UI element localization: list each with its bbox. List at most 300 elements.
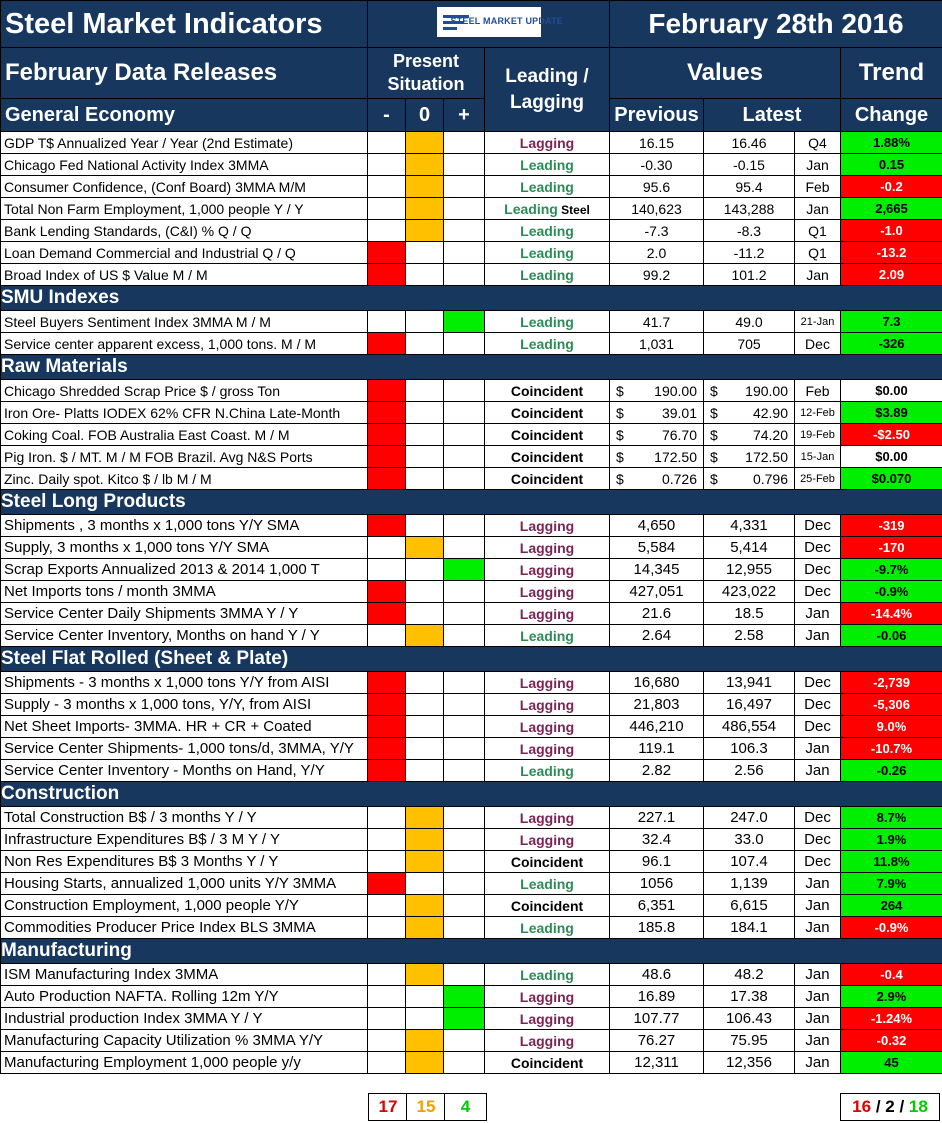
situation-negative-cell [368, 198, 406, 220]
indicator-row [1, 333, 942, 355]
indicator-row [1, 672, 942, 694]
indicator-label: Chicago Shredded Scrap Price $ / gross Ton [1, 380, 368, 402]
situation-neutral-cell [406, 380, 444, 402]
situation-positive-cell [444, 446, 485, 468]
previous-value: 39.01 [661, 404, 697, 421]
trend-change: -0.9% [841, 581, 942, 603]
latest-value: -11.2 [704, 242, 795, 264]
latest-value: 2.58 [704, 625, 795, 647]
leading-lagging-cell [485, 1008, 610, 1030]
section-title: General Economy [1, 99, 368, 132]
period-label: Dec [795, 333, 841, 355]
previous-value: 0.726 [661, 470, 697, 487]
situation-neutral-cell [406, 851, 444, 873]
indicator-label: Service Center Shipments- 1,000 tons/d, 3MMA, Y/Y [1, 738, 368, 760]
period-label: Q1 [795, 242, 841, 264]
previous-value: 119.1 [610, 738, 704, 760]
latest-value: 12,955 [704, 559, 795, 581]
latest-value: 5,414 [704, 537, 795, 559]
leading-lagging-value: Coincident [510, 426, 584, 443]
indicator-label: Manufacturing Capacity Utilization % 3MMA Y/Y [1, 1030, 368, 1052]
leading-lagging-value: Leading [520, 919, 574, 936]
latest-value: 106.3 [704, 738, 795, 760]
indicator-row [1, 603, 942, 625]
period-label: Dec [795, 716, 841, 738]
title-row [1, 1, 942, 48]
section-header-row [1, 782, 942, 807]
leading-lagging-value: Leading [520, 875, 574, 892]
situation-negative-cell [368, 220, 406, 242]
situation-negative-cell [368, 1008, 406, 1030]
leading-lagging-value: Coincident [510, 382, 584, 399]
latest-value: 49.0 [704, 311, 795, 333]
indicator-row [1, 581, 942, 603]
trend-totals-box [840, 1093, 940, 1121]
latest-value: 2.56 [704, 760, 795, 782]
situation-positive-cell [444, 198, 485, 220]
section-title: Steel Long Products [1, 490, 942, 515]
situation-negative-cell [368, 333, 406, 355]
leading-lagging-cell [485, 264, 610, 286]
amber-total-box [406, 1093, 446, 1121]
leading-lagging-cell [485, 446, 610, 468]
trend-change: -319 [841, 515, 942, 537]
leading-lagging-cell [485, 333, 610, 355]
indicator-label: Industrial production Index 3MMA Y / Y [1, 1008, 368, 1030]
indicator-label: Service Center Inventory, Months on hand Y / Y [1, 625, 368, 647]
indicator-label: Scrap Exports Annualized 2013 & 2014 1,000 T [1, 559, 368, 581]
situation-positive-cell [444, 807, 485, 829]
situation-negative-cell [368, 1052, 406, 1074]
situation-positive-cell [444, 333, 485, 355]
previous-value: 227.1 [610, 807, 704, 829]
period-label: Jan [795, 986, 841, 1008]
leading-lagging-value: Leading [520, 313, 574, 330]
situation-neutral-cell [406, 1030, 444, 1052]
indicator-row [1, 986, 942, 1008]
leading-lagging-cell [485, 829, 610, 851]
situation-neutral-cell [406, 176, 444, 198]
indicator-row [1, 760, 942, 782]
previous-value-cell [610, 446, 704, 468]
latest-value: 172.50 [745, 448, 788, 465]
latest-value: 13,941 [704, 672, 795, 694]
leading-lagging-value: Leading [504, 200, 558, 217]
section-header-row [1, 490, 942, 515]
leading-lagging-value: Leading [520, 244, 574, 261]
present-situation-line1: Present [392, 51, 460, 71]
period-label: Dec [795, 559, 841, 581]
latest-value: 143,288 [704, 198, 795, 220]
indicator-row [1, 220, 942, 242]
trend-change: 45 [841, 1052, 942, 1074]
situation-negative-cell [368, 537, 406, 559]
period-label: Jan [795, 895, 841, 917]
trend-change: $0.00 [841, 446, 942, 468]
situation-negative-cell [368, 851, 406, 873]
indicator-row [1, 917, 942, 939]
indicator-label: Housing Starts, annualized 1,000 units Y/Y 3MMA [1, 873, 368, 895]
previous-value: 96.1 [610, 851, 704, 873]
minus-header: - [368, 99, 406, 132]
leading-lagging-cell [485, 895, 610, 917]
situation-neutral-cell [406, 468, 444, 490]
previous-value: -0.30 [610, 154, 704, 176]
period-label: 21-Jan [795, 311, 841, 333]
period-label: Jan [795, 625, 841, 647]
leading-lagging-cell [485, 424, 610, 446]
situation-neutral-cell [406, 424, 444, 446]
situation-negative-cell [368, 581, 406, 603]
trend-change: -0.9% [841, 917, 942, 939]
latest-value-cell [704, 468, 795, 490]
leading-lagging-value: Coincident [510, 1054, 584, 1071]
indicator-label: Loan Demand Commercial and Industrial Q / Q [1, 242, 368, 264]
period-label: Jan [795, 964, 841, 986]
situation-positive-cell [444, 738, 485, 760]
situation-negative-cell [368, 424, 406, 446]
period-label: Jan [795, 1052, 841, 1074]
logo-text: STEEL MARKET UPDATE [450, 15, 563, 26]
situation-positive-cell [444, 760, 485, 782]
situation-positive-cell [444, 1030, 485, 1052]
period-label: Dec [795, 807, 841, 829]
situation-neutral-cell [406, 446, 444, 468]
leading-lagging-value: Lagging [519, 696, 575, 713]
previous-value: 16.15 [610, 132, 704, 154]
leading-lagging-cell [485, 468, 610, 490]
situation-neutral-cell [406, 738, 444, 760]
latest-value: 16.46 [704, 132, 795, 154]
situation-neutral-cell [406, 581, 444, 603]
situation-positive-cell [444, 672, 485, 694]
leading-lagging-value: Lagging [519, 809, 575, 826]
red-total: 17 [378, 1097, 398, 1116]
situation-positive-cell [444, 694, 485, 716]
indicator-label: Zinc. Daily spot. Kitco $ / lb M / M [1, 468, 368, 490]
period-label: Jan [795, 917, 841, 939]
situation-positive-cell [444, 132, 485, 154]
latest-value: 17.38 [704, 986, 795, 1008]
indicator-label: Commodities Producer Price Index BLS 3MMA [1, 917, 368, 939]
previous-value: 12,311 [610, 1052, 704, 1074]
previous-value: 107.77 [610, 1008, 704, 1030]
currency-symbol: $ [616, 382, 624, 399]
leading-lagging-line2: Lagging [510, 91, 584, 113]
period-label: 12-Feb [795, 402, 841, 424]
indicator-row [1, 829, 942, 851]
period-label: Jan [795, 873, 841, 895]
trend-change: 8.7% [841, 807, 942, 829]
indicator-label: Shipments , 3 months x 1,000 tons Y/Y SMA [1, 515, 368, 537]
leading-lagging-cell [485, 760, 610, 782]
section-header-row [1, 286, 942, 311]
trend-change: -0.06 [841, 625, 942, 647]
indicator-row [1, 176, 942, 198]
indicator-label: Supply - 3 months x 1,000 tons, Y/Y, from AISI [1, 694, 368, 716]
latest-value-cell [704, 424, 795, 446]
indicator-label: Chicago Fed National Activity Index 3MMA [1, 154, 368, 176]
indicator-row [1, 738, 942, 760]
situation-positive-cell [444, 603, 485, 625]
leading-lagging-value: Leading [520, 178, 574, 195]
latest-value: 101.2 [704, 264, 795, 286]
trend-change: -0.2 [841, 176, 942, 198]
situation-negative-cell [368, 895, 406, 917]
previous-value-cell [610, 380, 704, 402]
indicator-label: Service Center Daily Shipments 3MMA Y / Y [1, 603, 368, 625]
leading-lagging-value: Coincident [510, 448, 584, 465]
previous-value: 21.6 [610, 603, 704, 625]
situation-negative-cell [368, 873, 406, 895]
leading-lagging-cell [485, 716, 610, 738]
period-label: Feb [795, 380, 841, 402]
previous-value: 140,623 [610, 198, 704, 220]
previous-value: -7.3 [610, 220, 704, 242]
situation-neutral-cell [406, 829, 444, 851]
situation-neutral-cell [406, 132, 444, 154]
trend-separator: / [894, 1097, 909, 1116]
section-header-row [1, 647, 942, 672]
situation-positive-cell [444, 468, 485, 490]
previous-value: 5,584 [610, 537, 704, 559]
indicator-label: Auto Production NAFTA. Rolling 12m Y/Y [1, 986, 368, 1008]
indicator-row [1, 559, 942, 581]
latest-value: 74.20 [752, 426, 788, 443]
situation-neutral-cell [406, 873, 444, 895]
leading-lagging-cell [485, 220, 610, 242]
indicator-row [1, 964, 942, 986]
column-header-row [1, 48, 942, 99]
previous-value: 48.6 [610, 964, 704, 986]
section-title: SMU Indexes [1, 286, 942, 311]
situation-neutral-cell [406, 694, 444, 716]
trend-separator: / [871, 1097, 886, 1116]
indicator-label: Net Imports tons / month 3MMA [1, 581, 368, 603]
leading-lagging-value: Coincident [510, 853, 584, 870]
trend-change: -0.32 [841, 1030, 942, 1052]
currency-symbol: $ [616, 448, 624, 465]
currency-symbol: $ [710, 470, 718, 487]
leading-lagging-value: Lagging [519, 674, 575, 691]
trend-change: -0.4 [841, 964, 942, 986]
previous-value-cell [610, 402, 704, 424]
trend-change: $3.89 [841, 402, 942, 424]
leading-lagging-cell [485, 986, 610, 1008]
period-label: Dec [795, 672, 841, 694]
indicator-label: Consumer Confidence, (Conf Board) 3MMA M/M [1, 176, 368, 198]
situation-neutral-cell [406, 220, 444, 242]
data-releases-header: February Data Releases [1, 48, 368, 99]
trend-change: 264 [841, 895, 942, 917]
latest-value-cell [704, 380, 795, 402]
situation-negative-cell [368, 468, 406, 490]
previous-value: 1,031 [610, 333, 704, 355]
trend-change: -9.7% [841, 559, 942, 581]
leading-lagging-value: Lagging [519, 517, 575, 534]
currency-symbol: $ [616, 404, 624, 421]
trend-green-total: 18 [908, 1097, 928, 1116]
previous-value: 185.8 [610, 917, 704, 939]
situation-positive-cell [444, 581, 485, 603]
situation-positive-cell [444, 380, 485, 402]
previous-value-cell [610, 424, 704, 446]
indicator-label: Total Construction B$ / 3 months Y / Y [1, 807, 368, 829]
leading-lagging-value: Lagging [519, 605, 575, 622]
situation-positive-cell [444, 829, 485, 851]
currency-symbol: $ [710, 426, 718, 443]
steel-market-update-logo [437, 7, 563, 37]
plus-header: + [444, 99, 485, 132]
latest-value: 106.43 [704, 1008, 795, 1030]
situation-positive-cell [444, 154, 485, 176]
trend-header: Trend [841, 48, 942, 99]
latest-value: -0.15 [704, 154, 795, 176]
leading-lagging-cell [485, 625, 610, 647]
latest-value: 4,331 [704, 515, 795, 537]
leading-lagging-suffix: Steel [557, 202, 590, 217]
leading-lagging-value: Lagging [519, 1032, 575, 1049]
indicator-row [1, 424, 942, 446]
indicator-row [1, 264, 942, 286]
situation-negative-cell [368, 694, 406, 716]
period-label: 25-Feb [795, 468, 841, 490]
indicator-label: Pig Iron. $ / MT. M / M FOB Brazil. Avg N&S Ports [1, 446, 368, 468]
previous-value: 76.70 [661, 426, 697, 443]
situation-neutral-cell [406, 964, 444, 986]
indicator-label: Construction Employment, 1,000 people Y/Y [1, 895, 368, 917]
green-total: 4 [460, 1097, 471, 1116]
period-label: Jan [795, 738, 841, 760]
leading-lagging-value: Coincident [510, 470, 584, 487]
section-title: Construction [1, 782, 942, 807]
latest-value: 107.4 [704, 851, 795, 873]
indicator-label: Broad Index of US $ Value M / M [1, 264, 368, 286]
change-header: Change [841, 99, 942, 132]
trend-change: 11.8% [841, 851, 942, 873]
latest-value: 1,139 [704, 873, 795, 895]
situation-negative-cell [368, 829, 406, 851]
section-header-row [1, 355, 942, 380]
situation-negative-cell [368, 738, 406, 760]
period-label: Dec [795, 537, 841, 559]
previous-value: 2.0 [610, 242, 704, 264]
currency-symbol: $ [710, 382, 718, 399]
trend-red-total: 16 [852, 1097, 872, 1116]
period-label: Jan [795, 1008, 841, 1030]
situation-negative-cell [368, 807, 406, 829]
situation-negative-cell [368, 380, 406, 402]
situation-positive-cell [444, 1008, 485, 1030]
situation-negative-cell [368, 964, 406, 986]
green-total-box [444, 1093, 487, 1121]
leading-lagging-value: Lagging [519, 988, 575, 1005]
situation-negative-cell [368, 1030, 406, 1052]
indicator-row [1, 132, 942, 154]
leading-lagging-cell [485, 851, 610, 873]
previous-value: 172.50 [654, 448, 697, 465]
indicator-label: Service center apparent excess, 1,000 tons. M / M [1, 333, 368, 355]
sub-header-row [1, 99, 942, 132]
leading-lagging-cell [485, 242, 610, 264]
situation-negative-cell [368, 760, 406, 782]
latest-value: 423,022 [704, 581, 795, 603]
indicator-row [1, 198, 942, 220]
trend-change: -1.24% [841, 1008, 942, 1030]
leading-lagging-cell [485, 380, 610, 402]
latest-value: 33.0 [704, 829, 795, 851]
indicator-row [1, 895, 942, 917]
period-label: Jan [795, 603, 841, 625]
present-situation-line2: Situation [387, 74, 465, 94]
latest-value: 0.796 [752, 470, 788, 487]
leading-lagging-cell [485, 559, 610, 581]
present-situation-header [368, 48, 485, 99]
leading-lagging-value: Leading [520, 966, 574, 983]
leading-lagging-value: Lagging [519, 583, 575, 600]
trend-change: $0.070 [841, 468, 942, 490]
situation-neutral-cell [406, 716, 444, 738]
previous-value: 16.89 [610, 986, 704, 1008]
situation-positive-cell [444, 264, 485, 286]
trend-change: 2,665 [841, 198, 942, 220]
leading-lagging-header [485, 48, 610, 132]
indicator-row [1, 625, 942, 647]
previous-value: 14,345 [610, 559, 704, 581]
latest-value: 184.1 [704, 917, 795, 939]
trend-change: -$2.50 [841, 424, 942, 446]
period-label: Dec [795, 851, 841, 873]
leading-lagging-cell [485, 1030, 610, 1052]
indicator-row [1, 694, 942, 716]
zero-header: 0 [406, 99, 444, 132]
previous-header: Previous [610, 99, 704, 132]
previous-value: 76.27 [610, 1030, 704, 1052]
indicator-row [1, 851, 942, 873]
situation-positive-cell [444, 917, 485, 939]
period-label: Dec [795, 581, 841, 603]
indicator-row [1, 1030, 942, 1052]
situation-negative-cell [368, 716, 406, 738]
previous-value: 6,351 [610, 895, 704, 917]
situation-negative-cell [368, 672, 406, 694]
currency-symbol: $ [710, 448, 718, 465]
situation-positive-cell [444, 424, 485, 446]
leading-lagging-value: Lagging [519, 539, 575, 556]
situation-neutral-cell [406, 760, 444, 782]
indicator-label: Coking Coal. FOB Australia East Coast. M / M [1, 424, 368, 446]
situation-negative-cell [368, 446, 406, 468]
previous-value: 446,210 [610, 716, 704, 738]
red-total-box [368, 1093, 408, 1121]
indicator-row [1, 311, 942, 333]
trend-change: 9.0% [841, 716, 942, 738]
situation-neutral-cell [406, 537, 444, 559]
situation-negative-cell [368, 132, 406, 154]
situation-neutral-cell [406, 402, 444, 424]
situation-neutral-cell [406, 515, 444, 537]
indicator-label: Shipments - 3 months x 1,000 tons Y/Y from AISI [1, 672, 368, 694]
indicator-row [1, 380, 942, 402]
leading-lagging-cell [485, 515, 610, 537]
latest-value-cell [704, 446, 795, 468]
indicator-row [1, 1008, 942, 1030]
amber-total: 15 [416, 1097, 436, 1116]
situation-positive-cell [444, 625, 485, 647]
trend-change: -2,739 [841, 672, 942, 694]
situation-neutral-cell [406, 311, 444, 333]
trend-change: 1.9% [841, 829, 942, 851]
